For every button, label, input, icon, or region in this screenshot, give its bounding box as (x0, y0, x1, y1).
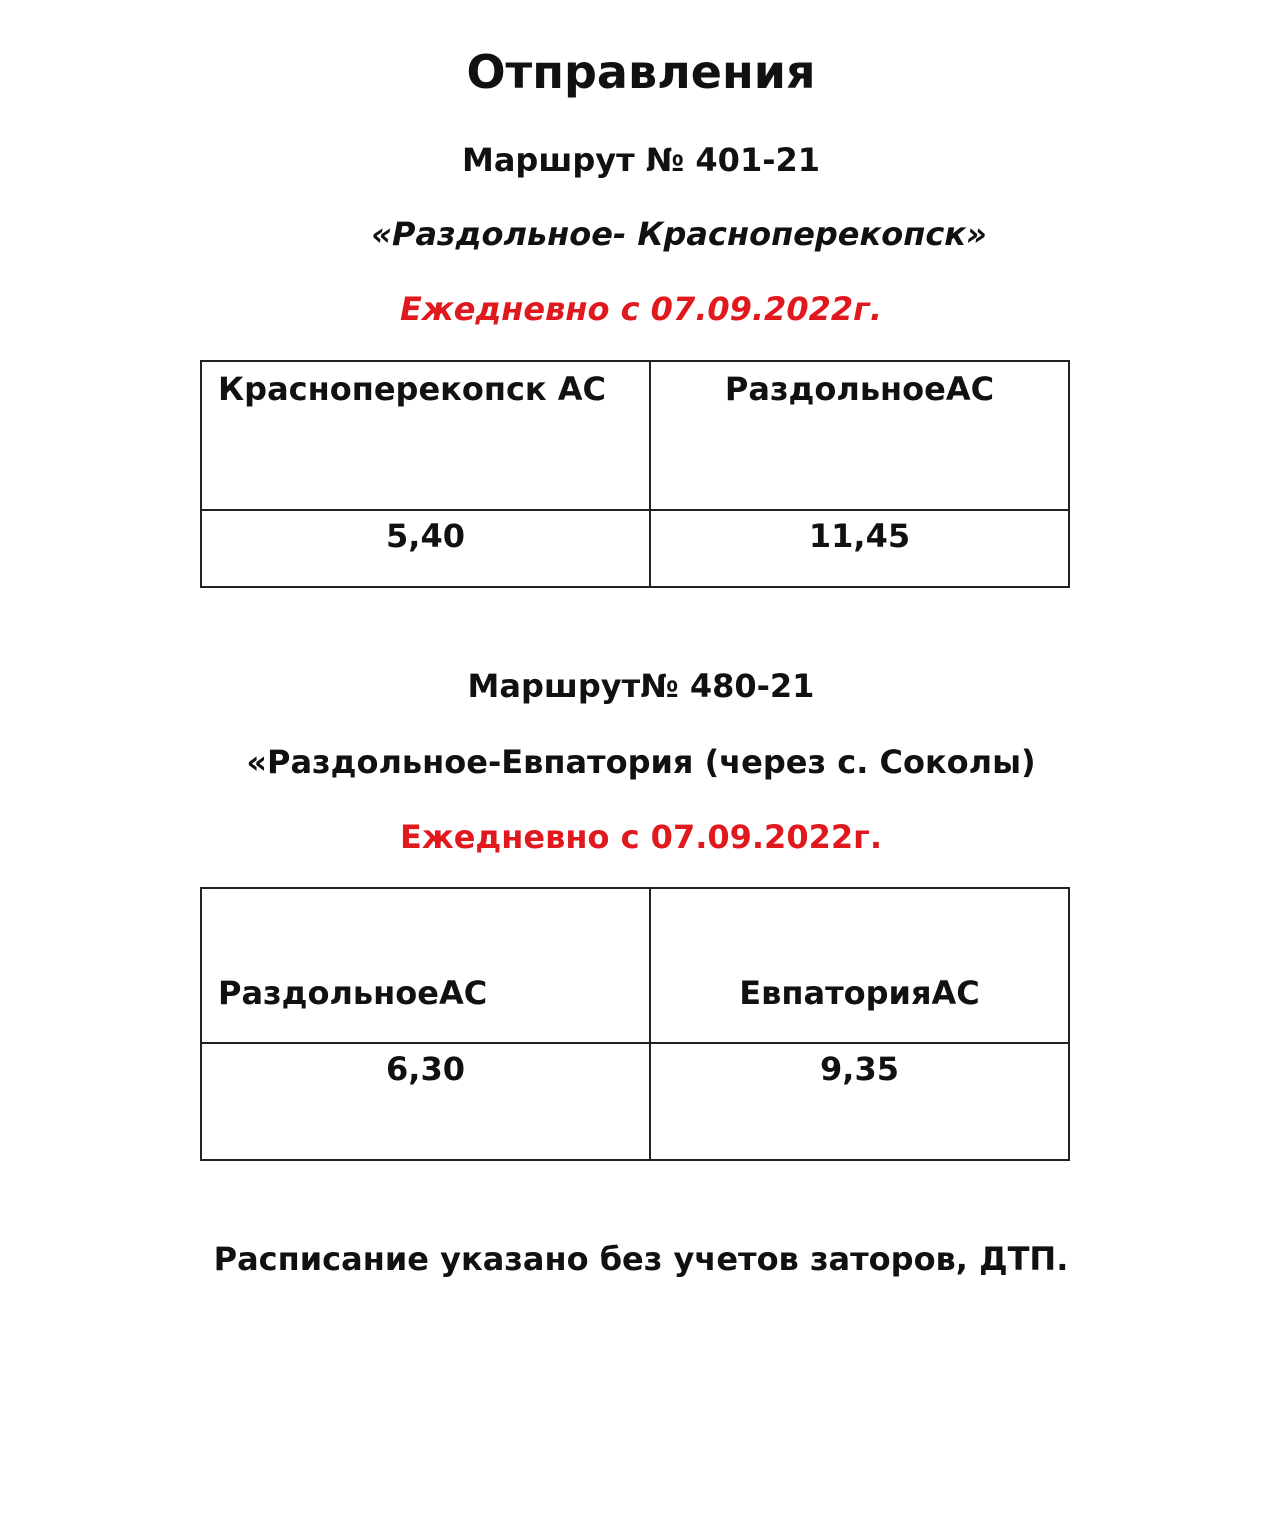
route-1-name: «Раздольное- Красноперекопск» (371, 215, 987, 253)
route-2-departure-station: РаздольноеАС (201, 888, 650, 1043)
route-1-arrival-station: РаздольноеАС (650, 361, 1069, 510)
table-row (201, 361, 1069, 510)
route-1-number: Маршрут № 401-21 (461, 141, 821, 179)
schedule-disclaimer: Расписание указано без учетов заторов, ДТП. (213, 1240, 1069, 1278)
route-2-timetable (200, 887, 1070, 1161)
route-2-arrival-station: ЕвпаторияАС (650, 888, 1069, 1043)
table-row (201, 510, 1069, 587)
route-2-departure-time: 6,30 (201, 1043, 650, 1160)
route-1-departure-station: Красноперекопск АС (201, 361, 650, 510)
page-title: Отправления (466, 45, 816, 99)
route-2-return-time: 9,35 (650, 1043, 1069, 1160)
route-2-number: Маршрут№ 480-21 (467, 667, 815, 705)
route-1-timetable (200, 360, 1070, 588)
route-2-schedule: Ежедневно с 07.09.2022г. (400, 818, 882, 856)
table-row (201, 1043, 1069, 1160)
route-1-return-time: 11,45 (650, 510, 1069, 587)
table-row (201, 888, 1069, 1043)
route-1-departure-time: 5,40 (201, 510, 650, 587)
route-1-schedule: Ежедневно с 07.09.2022г. (400, 290, 882, 328)
route-2-name: «Раздольное-Евпатория (через с. Соколы) (246, 743, 1036, 781)
